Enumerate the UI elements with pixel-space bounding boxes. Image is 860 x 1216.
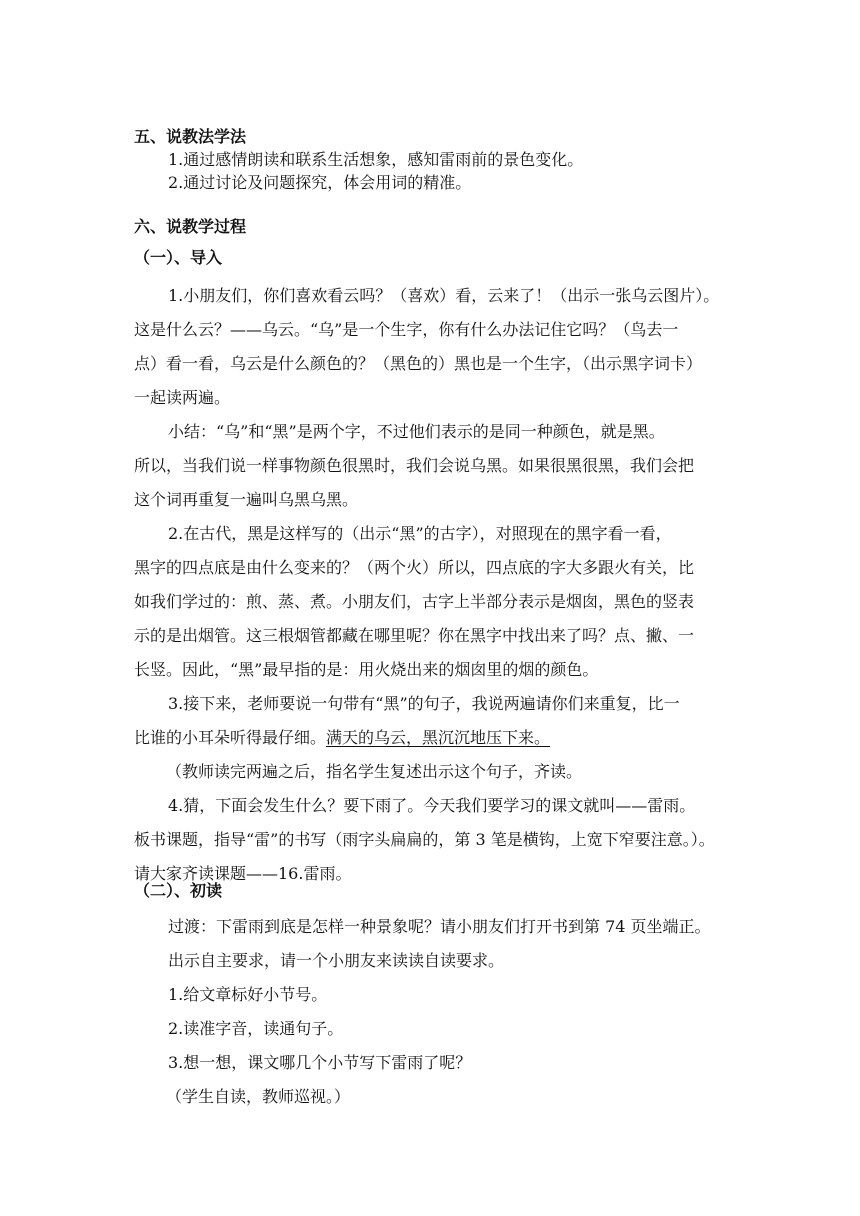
paragraph-line: 3.接下来，老师要说一句带有“黑”的句子，我说两遍请你们来重复，比一 (168, 694, 680, 713)
paragraph-line: （教师读完两遍之后，指名学生复述出示这个句子，齐读。 (166, 762, 583, 781)
paragraph-text: 比谁的小耳朵听得最仔细。 (134, 728, 327, 747)
paragraph-line: 这是什么云？——乌云。“乌”是一个生字，你有什么办法记住它吗？（鸟去一 (134, 320, 679, 339)
paragraph-line: 2.在古代，黑是这样写的（出示“黑”的古字），对照现在的黑字看一看， (168, 524, 672, 543)
paragraph-line: 板书课题，指导“雷”的书写（雨字头扁扁的，第 3 笔是横钩，上宽下窄要注意。）。 (134, 830, 715, 849)
paragraph-line: 出示自主要求，请一个小朋友来读读自读要求。 (168, 951, 505, 970)
paragraph-line (134, 727, 734, 749)
subsection-1-heading: （一）、导入 (134, 248, 223, 267)
paragraph-line: （学生自读，教师巡视。） (166, 1087, 351, 1106)
paragraph-line: 1.小朋友们，你们喜欢看云吗？（喜欢）看，云来了！（出示一张乌云图片）。 (168, 286, 720, 305)
paragraph-line: 长竖。因此，“黑”最早指的是：用火烧出来的烟囱里的烟的颜色。 (134, 660, 599, 679)
paragraph-line: 示的是出烟管。这三根烟管都藏在哪里呢？你在黑字中找出来了吗？点、撇、一 (134, 626, 695, 645)
paragraph-line: 小结：“乌”和“黑”是两个字，不过他们表示的是同一种颜色，就是黑。 (168, 422, 665, 441)
list-item: 2.读准字音，读通句子。 (168, 1019, 344, 1038)
paragraph-line: 过渡：下雷雨到底是怎样一种景象呢？请小朋友们打开书到第 74 页坐端正。 (168, 917, 711, 936)
paragraph-line: 黑字的四点底是由什么变来的？（两个火）所以，四点底的字大多跟火有关，比 (134, 558, 695, 577)
section-5-heading: 五、说教法学法 (134, 127, 247, 146)
paragraph-line: 这个词再重复一遍叫乌黑乌黑。 (134, 490, 359, 509)
subsection-2-heading: （二）、初读 (134, 881, 223, 900)
list-item: 3.想一想，课文哪几个小节写下雷雨了呢？ (168, 1053, 472, 1072)
paragraph-line: 一起读两遍。 (134, 388, 231, 407)
paragraph-line: 点）看一看，乌云是什么颜色的？（黑色的）黑也是一个生字，（出示黑字词卡） (134, 354, 703, 373)
paragraph-line: 4.猜，下面会发生什么？要下雨了。今天我们要学习的课文就叫——雷雨。 (168, 796, 696, 815)
section-6-heading: 六、说教学过程 (134, 217, 247, 236)
paragraph-line: 如我们学过的：煎、蒸、煮。小朋友们，古字上半部分表示是烟囱，黑色的竖表 (134, 592, 695, 611)
underlined-sentence: 满天的乌云，黑沉沉地压下来。 (326, 728, 551, 747)
section-5-item-1: 1.通过感情朗读和联系生活想象，感知雷雨前的景色变化。 (168, 150, 584, 169)
paragraph-line: 请大家齐读课题——16.雷雨。 (134, 864, 352, 883)
list-item: 1.给文章标好小节号。 (168, 985, 328, 1004)
section-5-item-2: 2.通过讨论及问题探究，体会用词的精准。 (168, 173, 472, 192)
paragraph-line: 所以，当我们说一样事物颜色很黑时，我们会说乌黑。如果很黑很黑，我们会把 (134, 456, 695, 475)
